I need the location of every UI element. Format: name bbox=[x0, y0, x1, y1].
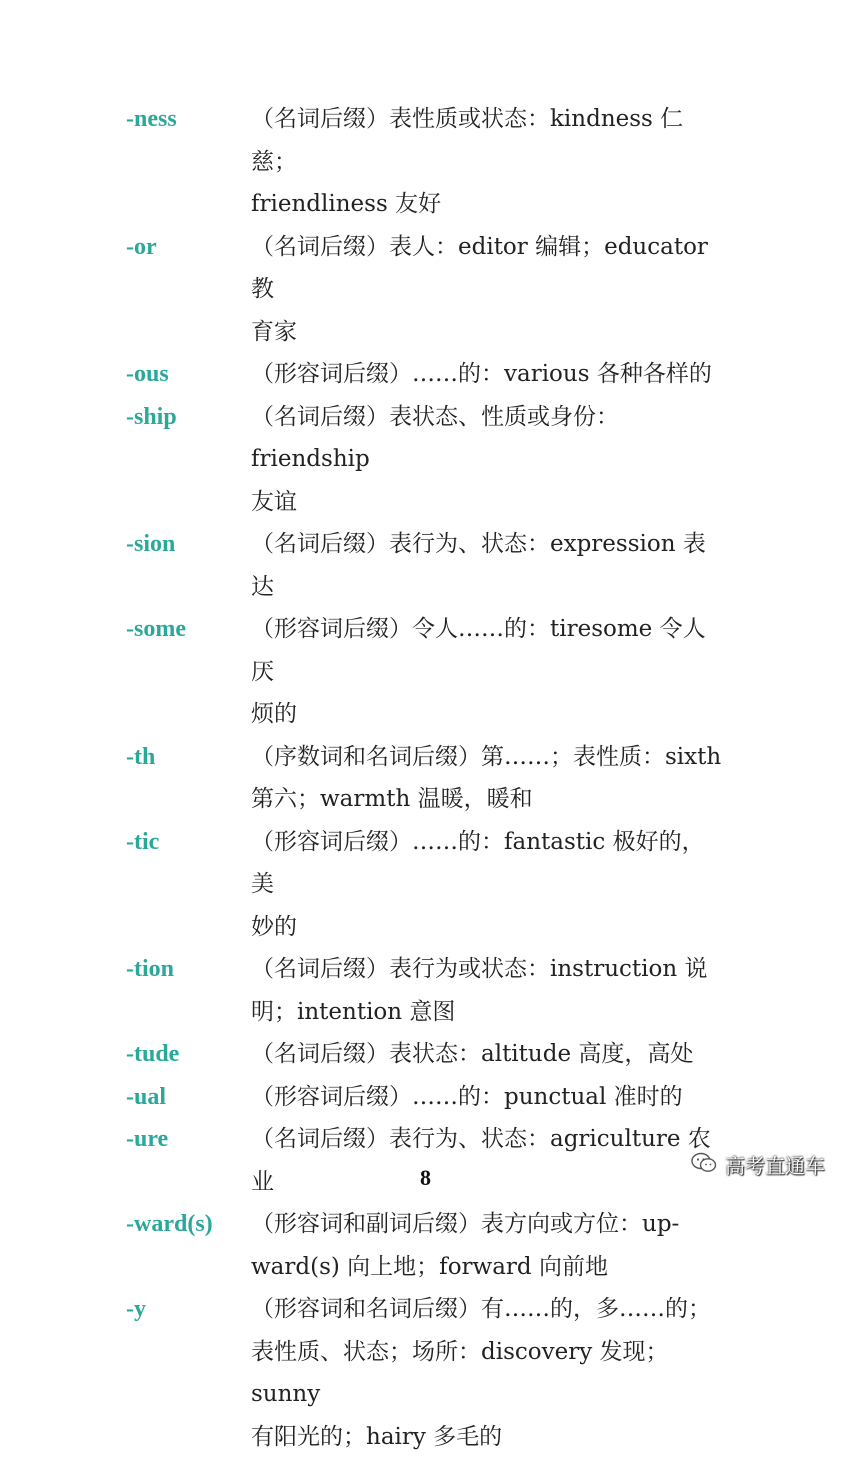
suffix-term: -ship bbox=[126, 403, 177, 430]
suffix-term: -tic bbox=[126, 828, 160, 855]
suffix-definition: （形容词和副词后缀）表方向或方位：up- ward(s) 向上地；forward 向前地 bbox=[251, 1211, 680, 1280]
list-item bbox=[0, 1076, 851, 1119]
suffix-term: -tion bbox=[126, 956, 174, 982]
list-item bbox=[0, 353, 851, 396]
page-number: 8 bbox=[420, 1165, 431, 1190]
list-item bbox=[0, 226, 851, 354]
suffix-term: -ness bbox=[126, 106, 177, 132]
suffix-definition: （形容词后缀）……的：fantastic 极好的，美 妙的 bbox=[251, 828, 705, 940]
suffix-term: -or bbox=[126, 233, 157, 260]
suffix-definition: （名词后缀）表行为或状态：instruction 说 明；intention 意图 bbox=[251, 956, 708, 1025]
list-item bbox=[0, 608, 851, 736]
suffix-definition: （形容词和名词后缀）有……的，多……的； 表性质、状态；场所：discovery 发现；sunny 有阳光的；hairy 多毛的 bbox=[251, 1296, 711, 1450]
suffix-definition: （名词后缀）表行为、状态：agriculture 农业 bbox=[251, 1126, 711, 1195]
suffix-definition: （名词后缀）表性质或状态：kindness 仁慈； friendliness 友好 bbox=[251, 106, 684, 217]
watermark bbox=[691, 1150, 825, 1179]
list-item bbox=[0, 1033, 851, 1076]
suffix-list bbox=[0, 98, 851, 1458]
wechat-icon bbox=[691, 1152, 717, 1178]
list-item bbox=[0, 1203, 851, 1288]
list-item bbox=[0, 1288, 851, 1458]
list-item bbox=[0, 98, 851, 226]
list-item bbox=[0, 736, 851, 821]
suffix-definition: （名词后缀）表状态：altitude 高度，高处 bbox=[251, 1041, 694, 1067]
suffix-term: -ure bbox=[126, 1126, 169, 1152]
list-item bbox=[0, 948, 851, 1033]
suffix-term: -ous bbox=[126, 361, 169, 387]
suffix-definition: （序数词和名词后缀）第……；表性质：sixth 第六；warmth 温暖，暖和 bbox=[251, 743, 722, 812]
watermark-text: 高考直通车 bbox=[725, 1154, 825, 1178]
suffix-term: -some bbox=[126, 616, 186, 642]
suffix-definition: （名词后缀）表行为、状态：expression 表达 bbox=[251, 531, 706, 600]
suffix-term: -tude bbox=[126, 1041, 180, 1067]
list-item bbox=[0, 523, 851, 608]
suffix-definition: （名词后缀）表人：editor 编辑；educator 教 育家 bbox=[251, 233, 708, 345]
list-item bbox=[0, 821, 851, 949]
suffix-definition: （名词后缀）表状态、性质或身份：friendship 友谊 bbox=[251, 403, 619, 515]
suffix-term: -th bbox=[126, 743, 156, 770]
suffix-term: -sion bbox=[126, 531, 176, 557]
suffix-term: -ward(s) bbox=[126, 1211, 213, 1237]
suffix-term: -y bbox=[126, 1296, 146, 1322]
suffix-definition: （形容词后缀）令人……的：tiresome 令人厌 烦的 bbox=[251, 616, 706, 727]
suffix-definition: （形容词后缀）……的：various 各种各样的 bbox=[251, 361, 712, 387]
list-item bbox=[0, 396, 851, 524]
suffix-definition: （形容词后缀）……的：punctual 准时的 bbox=[251, 1083, 683, 1110]
suffix-term: -ual bbox=[126, 1083, 167, 1110]
